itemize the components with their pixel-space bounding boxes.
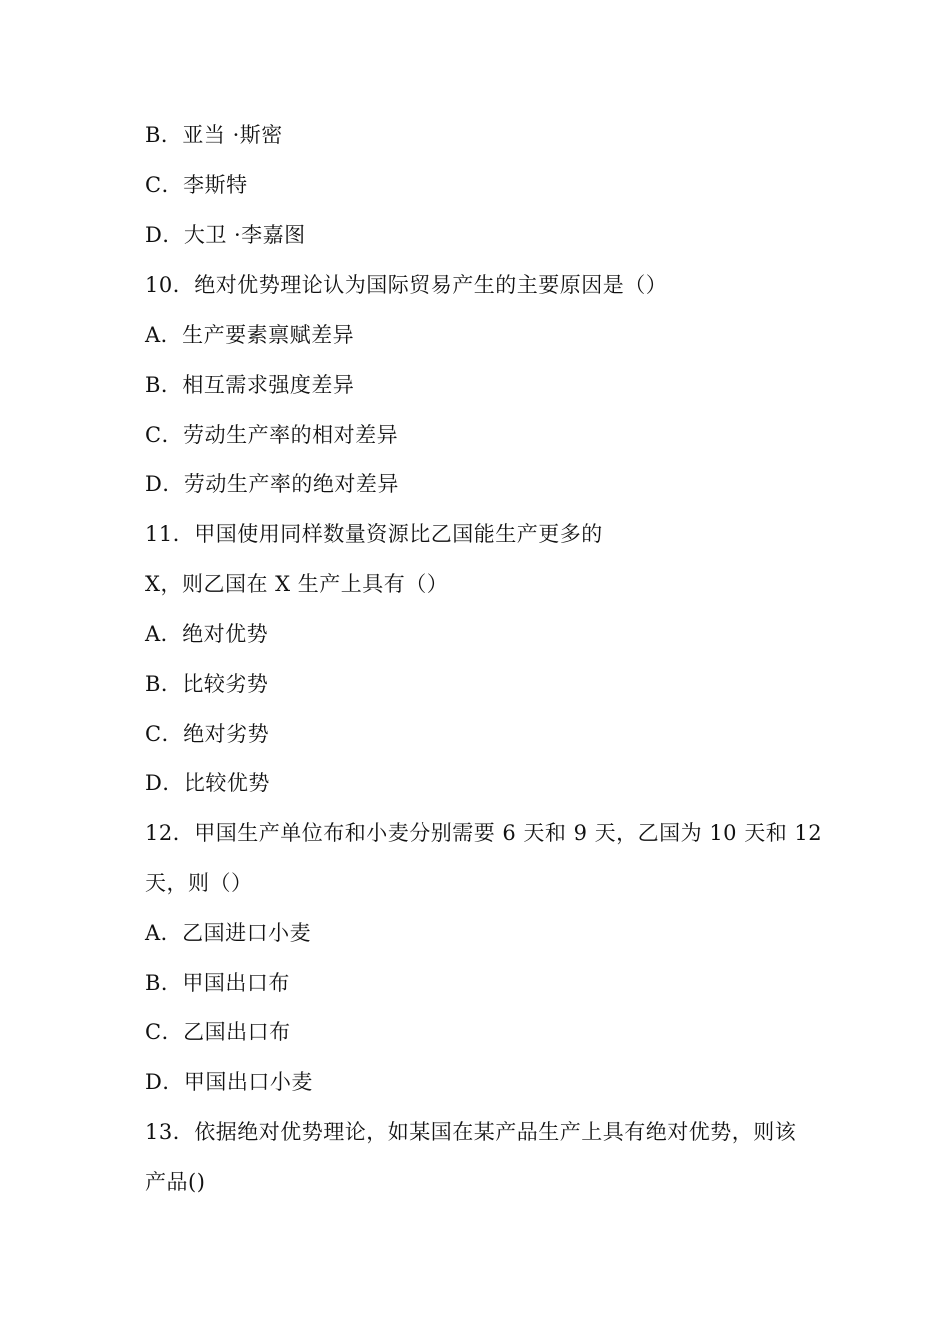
option-line: D．大卫 ·李嘉图 [145, 223, 306, 247]
question-line-continued: 产品() [145, 1170, 206, 1194]
option-line: D．甲国出口小麦 [145, 1070, 313, 1094]
option-line: B．比较劣势 [145, 672, 269, 696]
option-line: B．甲国出口布 [145, 971, 290, 995]
option-line: A．生产要素禀赋差异 [145, 323, 355, 347]
question-line: 11．甲国使用同样数量资源比乙国能生产更多的 [145, 522, 603, 546]
option-line: D．劳动生产率的绝对差异 [145, 472, 399, 496]
question-line: 13．依据绝对优势理论，如某国在某产品生产上具有绝对优势，则该 [145, 1120, 797, 1144]
option-line: B．亚当 ·斯密 [145, 123, 283, 147]
question-line: 10．绝对优势理论认为国际贸易产生的主要原因是（） [145, 273, 668, 297]
option-line: A．绝对优势 [145, 622, 269, 646]
option-line: C．李斯特 [145, 173, 248, 197]
option-line: D．比较优势 [145, 771, 270, 795]
option-line: C．乙国出口布 [145, 1020, 291, 1044]
question-line: 12．甲国生产单位布和小麦分别需要 6 天和 9 天，乙国为 10 天和 12 [145, 821, 823, 845]
question-line-continued: X，则乙国在 X 生产上具有（） [145, 572, 449, 596]
option-line: A．乙国进口小麦 [145, 921, 312, 945]
option-line: B．相互需求强度差异 [145, 373, 355, 397]
option-line: C．劳动生产率的相对差异 [145, 423, 399, 447]
option-line: C．绝对劣势 [145, 722, 270, 746]
question-line-continued: 天，则（） [145, 871, 253, 895]
